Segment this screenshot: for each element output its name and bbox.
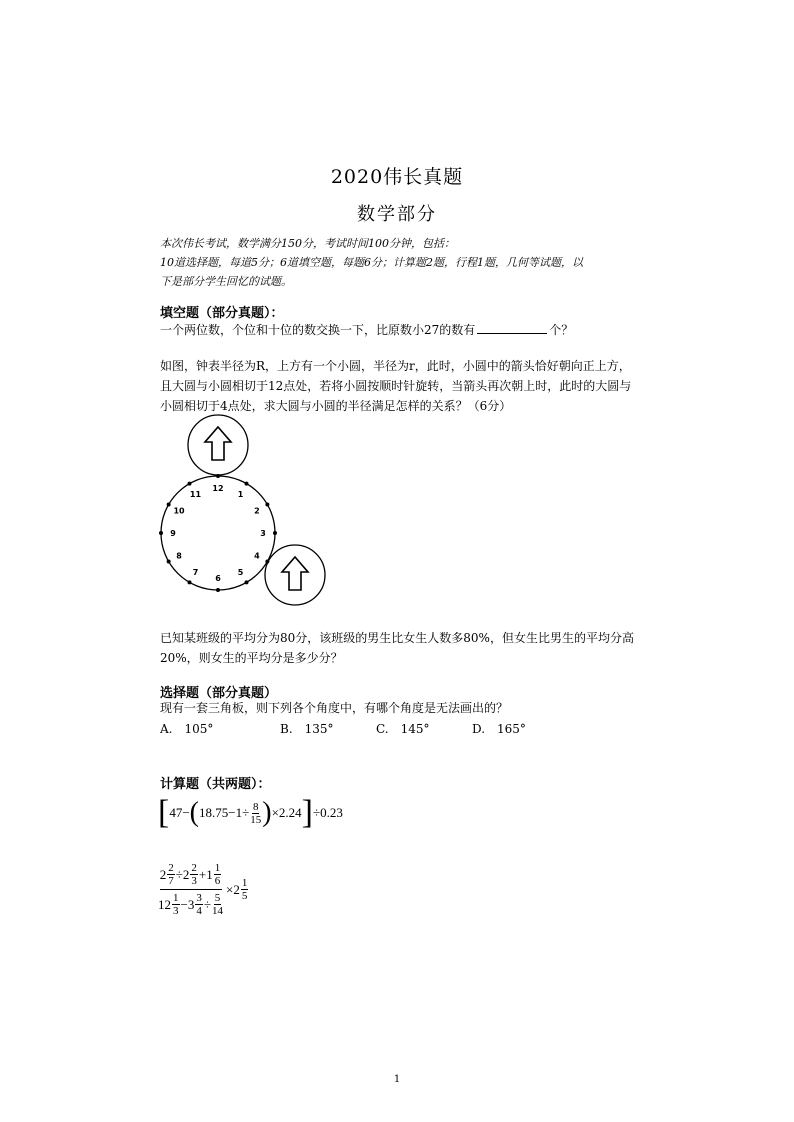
clock-number: 10 [173,506,185,516]
clock-number: 3 [260,529,266,538]
arrow-up-icon [205,427,231,460]
choice-question: 现有一套三角板，则下列各个角度中，有哪个角度是无法画出的？ [160,701,509,715]
numerator: 2 $\frac{2}{7}$ ÷ 2 $\frac{2}{3}$ + 1 $\frac{1}{6}$ [160,862,222,890]
intro-line: 10道选择题，每道5分；6道填空题，每题6分；计算题2题，行程1题，几何等试题，以 [160,256,583,269]
clock-number: 2 [254,506,260,516]
option-b: B. 135° [280,722,334,736]
choice-heading: 选择题（部分真题） [160,686,278,701]
clock-dot [245,482,249,486]
clock-dot [167,503,171,507]
arrow-up-icon [282,557,308,590]
clock-dot [159,531,163,535]
q2-line: 如图，钟表半径为R，上方有一个小圆，半径为r，此时，小圆中的箭头恰好朝向正上方， [160,359,631,373]
calc-heading: 计算题（共两题）： [160,777,271,792]
clock-dot [188,482,192,486]
clock-number: 4 [254,551,260,561]
fill-question-3 [160,628,650,668]
fill-question-2 [160,356,650,416]
calc-expression-2: 2 $\frac{2}{7}$ ÷ 2 $\frac{2}{3}$ + 1 $\frac{1}{6}$ 12 $\frac{1}{3}$ − 3 $\frac{3}{4}$ ÷ $\frac{5}{14}$ × 2 $\frac{1}{5}$ [158,862,248,917]
clock-dot [265,560,269,564]
clock-dot [273,531,277,535]
clock-dot [188,580,192,584]
clock-number: 8 [176,551,182,561]
section-title: 数学部分 [357,204,437,225]
clock-dot [216,588,220,592]
compound-fraction [158,862,224,917]
option-a: A. 105° [160,722,214,736]
small-circle-top [188,415,248,475]
fill-question-1 [160,320,650,340]
clock-dot [265,503,269,507]
q1-suffix: 个？ [549,323,574,337]
option-d: D. 165° [472,722,526,736]
clock-marks [159,474,277,592]
clock-dot [245,580,249,584]
clock-number: 6 [215,574,221,583]
clock-figure [150,410,340,615]
q3-line: 20%，则女生的平均分是多少分？ [160,651,343,665]
clock-dot [167,560,171,564]
answer-blank [477,321,547,334]
q2-line: 小圆相切于4点处，求大圆与小圆的半径满足怎样的关系？（6分） [160,399,512,413]
fraction: $\frac{8}{15}$ [250,800,262,826]
intro-paragraph [160,234,650,291]
clock-circle [161,476,275,590]
clock-number: 7 [192,567,199,577]
clock-number: 11 [189,490,202,500]
small-circle-side [265,545,325,605]
intro-line: 本次伟长考试，数学满分150分，考试时间100分钟，包括： [160,237,455,250]
page-title: 2020伟长真题 [330,166,464,188]
q3-line: 已知某班级的平均分为80分，该班级的男生比女生人数多80%，但女生比男生的平均分高 [160,631,634,645]
clock-number: 5 [237,567,244,577]
q2-line: 且大圆与小圆相切于12点处，若将小圆按顺时针旋转，当箭头再次朝上时，此时的大圆与 [160,379,632,393]
calc-expression-1: [ 47 − ( 18.75 − 1 ÷ $\frac{8}{15}$ ) × 2.24 ] ÷ 0.23 [158,794,343,831]
fill-heading: 填空题（部分真题）： [160,306,284,321]
q1-text: 一个两位数，个位和十位的数交换一下，比原数小27的数有 [160,323,476,337]
denominator: 12 $\frac{1}{3}$ − 3 $\frac{3}{4}$ ÷ $\frac{5}{14}$ [158,892,223,917]
clock-number: 12 [212,484,224,493]
clock-number: 1 [237,490,244,500]
page-number: 1 [393,1074,401,1085]
clock-number: 9 [170,529,176,538]
clock-dot [216,474,220,478]
option-c: C. 145° [376,722,430,736]
intro-line: 下是部分学生回忆的试题。 [160,275,292,288]
